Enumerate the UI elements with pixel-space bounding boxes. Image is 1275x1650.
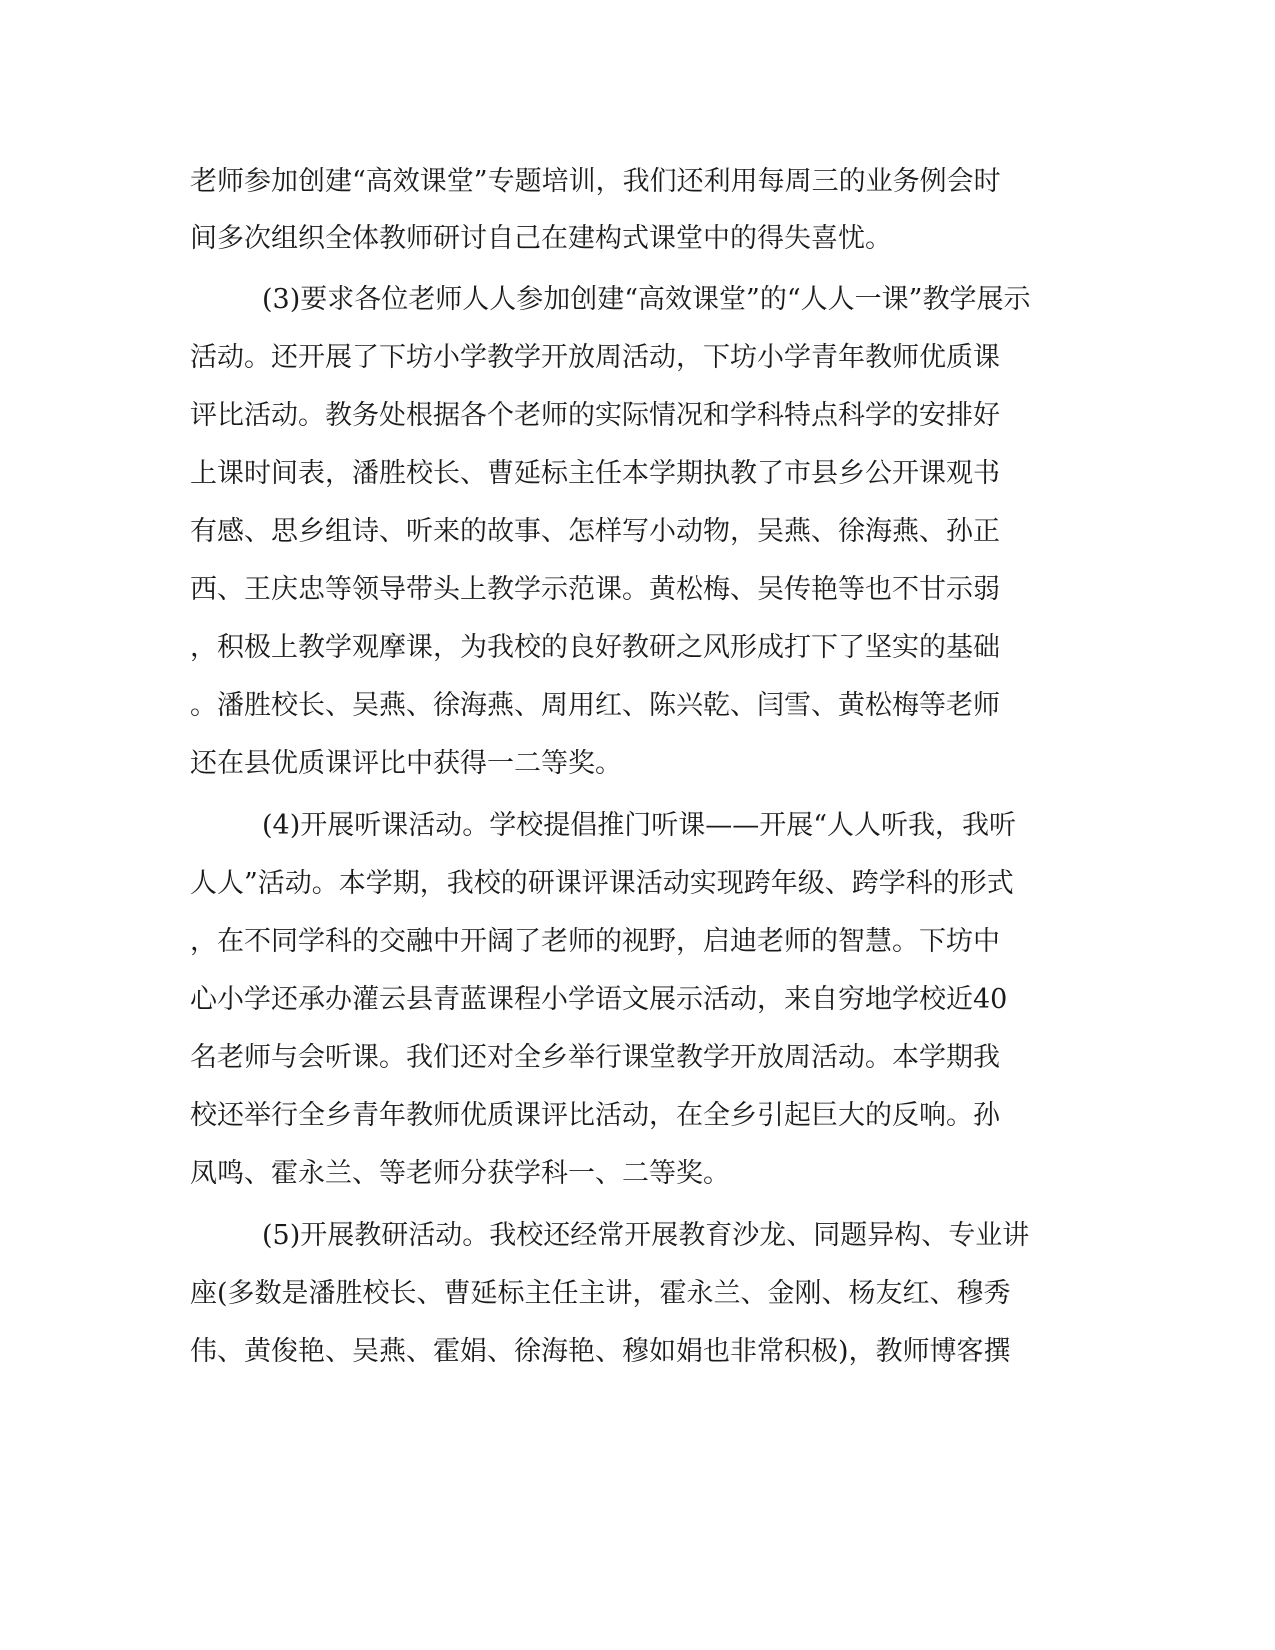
text-line: 心小学还承办灌云县青蓝课程小学语文展示活动，来自穷地学校近40 [190,984,1008,1015]
text-line: 伟、黄俊艳、吴燕、霍娟、徐海艳、穆如娟也非常积极)，教师博客撰 [190,1336,1011,1367]
paragraph-start-line: (5)开展教研活动。我校还经常开展教育沙龙、同题异构、专业讲 [262,1220,1030,1251]
text-line: 有感、思乡组诗、听来的故事、怎样写小动物，吴燕、徐海燕、孙正 [190,516,1000,547]
text-line: 还在县优质课评比中获得一二等奖。 [190,748,622,779]
text-line: 凤鸣、霍永兰、等老师分获学科一、二等奖。 [190,1158,730,1189]
paragraph-start-line: (4)开展听课活动。学校提倡推门听课——开展“人人听我，我听 [262,810,1017,841]
paragraph-start-line: (3)要求各位老师人人参加创建“高效课堂”的“人人一课”教学展示 [262,284,1031,315]
text-line: 西、王庆忠等领导带头上教学示范课。黄松梅、吴传艳等也不甘示弱 [190,574,1000,605]
text-line: 评比活动。教务处根据各个老师的实际情况和学科特点科学的安排好 [190,400,1000,431]
text-line: ，积极上教学观摩课，为我校的良好教研之风形成打下了坚实的基础 [190,632,1000,663]
text-line: 座(多数是潘胜校长、曹延标主任主讲，霍永兰、金刚、杨友红、穆秀 [190,1278,1011,1309]
text-line: 名老师与会听课。我们还对全乡举行课堂教学开放周活动。本学期我 [190,1042,1000,1073]
text-line: 。潘胜校长、吴燕、徐海燕、周用红、陈兴乾、闫雪、黄松梅等老师 [190,690,1000,721]
text-line: 活动。还开展了下坊小学教学开放周活动，下坊小学青年教师优质课 [190,342,1000,373]
text-line: ，在不同学科的交融中开阔了老师的视野，启迪老师的智慧。下坊中 [190,926,1000,957]
text-line: 人人”活动。本学期，我校的研课评课活动实现跨年级、跨学科的形式 [190,868,1014,899]
text-line: 校还举行全乡青年教师优质课评比活动，在全乡引起巨大的反响。孙 [190,1100,1000,1131]
text-line: 间多次组织全体教师研讨自己在建构式课堂中的得失喜忧。 [190,223,892,254]
text-line: 上课时间表，潘胜校长、曹延标主任本学期执教了市县乡公开课观书 [190,458,1000,489]
text-line: 老师参加创建“高效课堂”专题培训，我们还利用每周三的业务例会时 [190,166,1001,197]
